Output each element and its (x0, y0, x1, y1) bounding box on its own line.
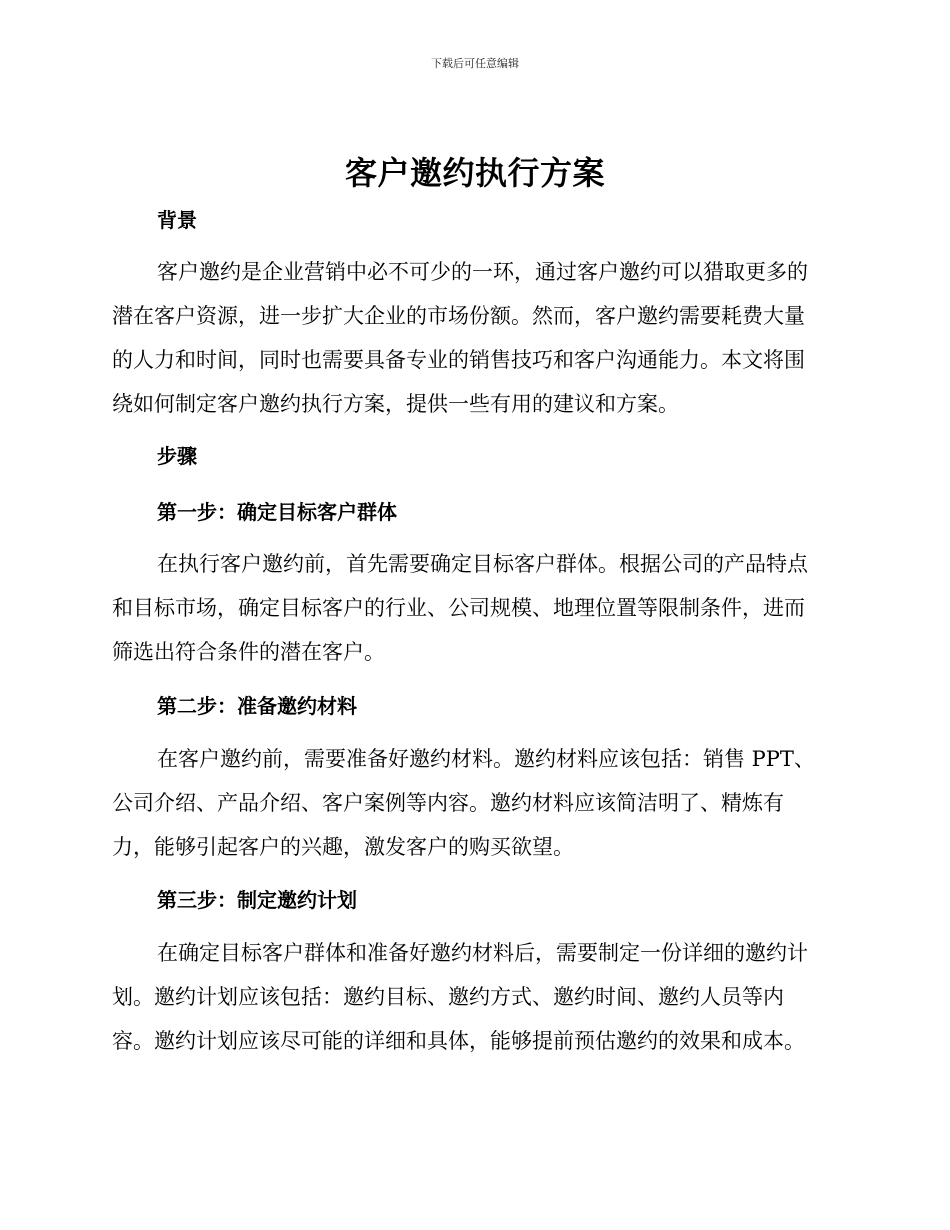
step2-paragraph (112, 737, 832, 869)
step3-heading: 第三步：制定邀约计划 (157, 888, 357, 912)
paragraph-line: 绕如何制定客户邀约执行方案，提供一些有用的建议和方案。 (112, 392, 679, 416)
steps-heading: 步骤 (157, 444, 197, 468)
step2-heading: 第二步：准备邀约材料 (157, 694, 357, 718)
paragraph-line: 和目标市场，确定目标客户的行业、公司规模、地理位置等限制条件，进而 (112, 596, 805, 620)
paragraph-line: 在客户邀约前，需要准备好邀约材料。邀约材料应该包括：销售 PPT、 (157, 747, 815, 771)
background-paragraph (112, 250, 832, 426)
paragraph-line: 划。邀约计划应该包括：邀约目标、邀约方式、邀约时间、邀约人员等内 (112, 985, 784, 1009)
paragraph-line: 在确定目标客户群体和准备好邀约材料后，需要制定一份详细的邀约计 (157, 941, 808, 965)
paragraph-line: 在执行客户邀约前，首先需要确定目标客户群体。根据公司的产品特点 (157, 552, 808, 576)
header-note: 下载后可任意编辑 (431, 57, 519, 70)
paragraph-line: 筛选出符合条件的潜在客户。 (112, 640, 385, 664)
step1-heading: 第一步：确定目标客户群体 (157, 500, 397, 524)
paragraph-line: 容。邀约计划应该尽可能的详细和具体，能够提前预估邀约的效果和成本。 (112, 1029, 805, 1053)
document-title: 客户邀约执行方案 (344, 154, 605, 192)
paragraph-line: 客户邀约是企业营销中必不可少的一环，通过客户邀约可以猎取更多的 (157, 260, 808, 284)
background-heading: 背景 (157, 208, 197, 232)
paragraph-line: 力，能够引起客户的兴趣，激发客户的购买欲望。 (112, 835, 574, 859)
step1-paragraph (112, 542, 832, 674)
step3-paragraph (112, 931, 832, 1063)
paragraph-line: 潜在客户资源，进一步扩大企业的市场份额。然而，客户邀约需要耗费大量 (112, 304, 805, 328)
paragraph-line: 公司介绍、产品介绍、客户案例等内容。邀约材料应该简洁明了、精炼有 (112, 791, 784, 815)
paragraph-line: 的人力和时间，同时也需要具备专业的销售技巧和客户沟通能力。本文将围 (112, 348, 805, 372)
